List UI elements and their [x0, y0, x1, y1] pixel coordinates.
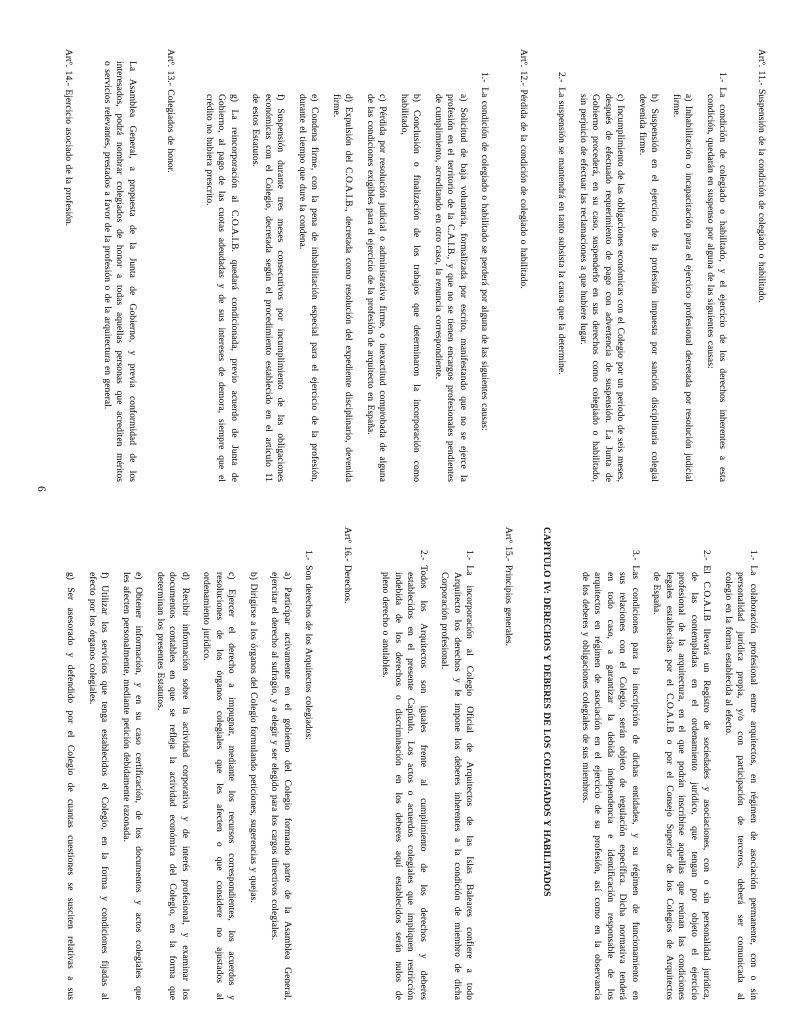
text-line: de las contempladas en el ordenamiento jurídico, que tengan por objeto el ejercicio [689, 572, 699, 1000]
text-line: ejercitar el derecho al sufragio, y a elegir y ser elegido para los cargos directivos colegiales. [269, 572, 280, 941]
text-line: c) Pérdida por resolución judicial o administrativa firme, o inexactitud comprobada de alguna [377, 94, 388, 482]
lettered-paragraph [364, 49, 389, 482]
lettered-paragraph [203, 49, 241, 482]
numbered-paragraph [379, 527, 429, 1000]
lettered-paragraph [200, 527, 238, 1000]
text-line: de las condiciones exigibles para el ejercicio de la profesión de arquitecto en España. [365, 94, 375, 435]
text-line: Artº. 11.- Suspensión de la condición de colegiado o habilitado. [756, 49, 766, 303]
article-heading-block [341, 527, 354, 1000]
text-line: c) Ejercer el derecho a impugnar, mediante los recursos correspondientes, los acuerdos y [226, 572, 237, 1000]
numbered-paragraph [650, 527, 713, 1000]
text-line: ordenamiento jurídico. [201, 572, 212, 661]
text-line: Gobierno, al pago de las cuotas adeudadas y de sus intereses de demora, siempre que el [216, 94, 227, 482]
text-line: les afecten personalmente, mediante petición debidamente razonada. [121, 572, 131, 842]
lettered-paragraph [670, 49, 695, 482]
lettered-paragraph [432, 49, 470, 482]
lettered-paragraph [154, 527, 192, 1000]
text-line: 2.- La suspensión se mantendrá en tanto subsista la causa que la determine. [556, 72, 567, 375]
text-line: documentos contables en que se refleja la actividad económica del Colegio, en la forma que [167, 572, 178, 1000]
article-heading-block [502, 527, 515, 1000]
text-line: Arquitecto los derechos y le impone los deberes inherentes a la condición de miembro de dicha [452, 572, 462, 1000]
text-line: d) Expulsión del C.O.A.I.B., decretada como resolución del expediente disciplinario, devenida [343, 94, 354, 482]
text-line: Artº. 14.- Ejercicio asociado de la profesión. [63, 49, 74, 227]
text-line: sin perjuicio de efectuar las reclamaciones a que hubiere lugar. [578, 94, 588, 345]
text-line: profesión en el territorio de la C.A.I.B., y que no se tienen encargos profesionales pendientes [445, 94, 456, 482]
text-line: g) Ser asesorado y defendido por el Colegio de cuantas cuestiones se susciten relativas a sus [65, 572, 76, 1000]
lettered-paragraph [247, 527, 260, 1000]
lettered-paragraph [249, 49, 287, 482]
text-line: personalidad jurídica propia, y/o con participación de terceros, deberá ser comunicada al [735, 572, 746, 1000]
text-line: b) Dirigirse a los órganos del Colegio formulando peticiones, sugerencias y quejas. [248, 572, 258, 903]
text-line: e) Obtener información, y en su caso certificación, de los documentos y actos colegiales que [133, 572, 144, 1000]
text-line: indebida de los derechos o discriminación en los deberes aquí establecidos serán nulos de [393, 572, 403, 1000]
text-line: a) Participar activamente en el gobierno del Colegio formando parte de la Asamblea General, [282, 572, 292, 1000]
text-line: e) Condena firme, con la pena de inhabilitación especial para el ejercicio de la profesión, [309, 94, 320, 482]
text-line: de estos Estatutos. [250, 94, 261, 167]
text-line: CAPITULO IV: DERECHOS Y DEBERES DE LOS COLEGIADOS Y HABILITADOS [541, 527, 552, 897]
text-line: habilitado, [399, 94, 409, 135]
text-line: La Asamblea General, a propuesta de la Junta de Gobierno, y previa conformidad de los [127, 61, 137, 482]
text-line: en todo caso, a garantizar la debida independencia e identificación responsable de los [605, 572, 615, 1000]
text-line: económicas con el Colegio, decretada según el procedimiento establecido en el artículo 11 [263, 94, 273, 482]
numbered-paragraph [438, 527, 476, 1000]
lettered-paragraph [330, 49, 355, 482]
text-line: resoluciones de los órganos colegiales que les afecten o que considere no ajustados al [214, 572, 224, 1000]
text-line: arquitectos en régimen de asociación en el ejercicio de su profesión, así como en la observancia [592, 572, 603, 1000]
text-line: 2.- El C.O.A.I.B llevará un Registro de sociedades y asociaciones, con o sin personalidad jurídica, [701, 550, 712, 1000]
text-line: 1.- La colaboración profesional entre arquitectos, en régimen de asociación permanente, con o sin [748, 550, 758, 1000]
text-line: a) Inhabilitación o incapacitación para el ejercicio profesional decretada por resolución judicial [683, 94, 694, 482]
text-line: 1.- La condición de colegiado o habilitado se perderá por alguna de las siguientes causas: [479, 72, 490, 431]
text-line: g) La reincorporación al C.O.A.I.B. quedará condicionada, previo acuerdo de Junta de [229, 94, 239, 482]
numbered-paragraph [302, 527, 315, 1000]
text-line: Artº. 13.- Colegiados de honor. [165, 49, 176, 173]
article-heading-block [517, 49, 530, 482]
text-line: Artº 15.- Principios generales. [503, 527, 513, 647]
lettered-paragraph [577, 49, 627, 482]
text-line: de los deberes y obligaciones colegiales de sus miembros. [580, 572, 590, 804]
text-line: establecidos en el presente Capítulo. Los actos o acuerdos colegiales que impliquen restricción [405, 572, 416, 1000]
numbered-paragraph [579, 527, 642, 1000]
text-line: 1.- Son derechos de los Arquitectos colegiados: [303, 550, 314, 740]
text-line: firme. [331, 94, 341, 118]
text-line: b) Conclusión o finalización de los trabajos que determinaron la incorporación como [411, 94, 422, 482]
numbered-paragraph [722, 527, 760, 1000]
text-line: devenida firme. [637, 94, 647, 156]
text-line: f) Utilizar los servicios que tenga establecidos el Colegio, en la forma y condiciones fijadas al [99, 572, 110, 1000]
article-heading-block [62, 49, 75, 482]
text-line: de España. [651, 572, 662, 615]
lettered-paragraph [268, 527, 293, 1000]
text-line: b) Suspensión en el ejercicio de la profesión impuesta por sanción disciplinaria colegial [649, 94, 660, 482]
text-column-right [55, 527, 759, 1000]
text-line: d) Recibir información sobre la actividad corporativa y de interés profesional, y examinar los [180, 572, 190, 1000]
article-heading-block [164, 49, 177, 482]
text-line: crédito no hubiera prescrito. [204, 94, 214, 206]
text-line: durante el tiempo que dure la condena. [297, 94, 307, 250]
text-line: efecto por los órganos colegiales. [87, 572, 97, 705]
text-line: 2.- Todos los Arquitectos son iguales frente al cumplimiento de los derechos y deberes [418, 550, 428, 1000]
text-line: a) Solicitud de baja voluntaria, formalizada por escrito, manifestando que no se ejerce la [458, 94, 468, 482]
numbered-paragraph [478, 49, 491, 482]
lettered-paragraph [398, 49, 423, 482]
text-line: colegio en la forma establecida al efecto. [723, 572, 733, 736]
text-line: f) Suspensión durante tres meses consecutivos por incumplimiento de las obligaciones [275, 94, 286, 482]
text-line: c) Incumplimiento de las obligaciones económicas con el Colegio por un periodo de seis meses, [615, 94, 626, 482]
text-line: firme. [671, 94, 681, 118]
lettered-paragraph [86, 527, 111, 1000]
numbered-paragraph [704, 49, 729, 482]
text-line: pleno derecho o anulables. [380, 572, 391, 678]
text-line: Artº 16.- Derechos. [342, 527, 352, 604]
text-line: 1.- La condición de colegiado o habilitado, y el ejercicio de los derechos inherentes a esta [717, 72, 728, 482]
article-heading-block [755, 49, 768, 482]
text-line: sus relaciones con el Colegio, serán objeto de regulación específica. Dicha normativa tenderá [617, 572, 628, 1000]
text-line: Gobierno procederá, en su caso, suspenderlo en sus derechos como colegiado o habilitado, [590, 94, 601, 482]
numbered-paragraph [555, 49, 568, 482]
text-line: 1.- La incorporación al Colegio Oficial de Arquitectos de las Islas Baleares confiere a todo [464, 550, 475, 1000]
lettered-paragraph [636, 49, 661, 482]
lettered-paragraph [296, 49, 321, 482]
text-line: profesional de la arquitectura, en el que podrán inscribirse aquellas que reúnan las condiciones [676, 572, 687, 1000]
lettered-paragraph [64, 527, 77, 1000]
text-line: o servicios relevantes, prestados a favor de la profesión o de la arquitectura en general. [102, 61, 112, 410]
text-line: Artº. 12.- Pérdida de la condición de colegiado o habilitado. [518, 49, 528, 289]
lettered-paragraph [120, 527, 145, 1000]
text-line: después de efectuado requerimiento de pago con advertencia de suspensión. La Junta de [603, 94, 613, 482]
text-line: interesados, podrá nombrar colegiados de honor a todas aquellas personas que acrediten méritos [114, 61, 125, 482]
paragraph [101, 49, 139, 482]
text-line: legales establecidas por el C.O.A.I.B o por el Consejo Superior de los Colegios de Arquitectos [664, 572, 674, 1000]
text-line: Corporación profesional. [439, 572, 450, 670]
text-line: condición, quedarán en suspenso por alguna de las siguientes causas: [705, 94, 715, 369]
text-line: de cumplimiento, acreditando en otro caso, la renuncia correspondiente. [433, 94, 443, 380]
text-line: 3.- Las condiciones para la inscripción de dichas entidades, y su régimen de funcionamiento en [630, 550, 640, 1000]
text-line: determinan los presentes Estatutos. [155, 572, 165, 711]
chapter-heading-block [540, 527, 553, 1000]
text-column-left [36, 49, 767, 482]
page-number: 6 [35, 486, 47, 492]
